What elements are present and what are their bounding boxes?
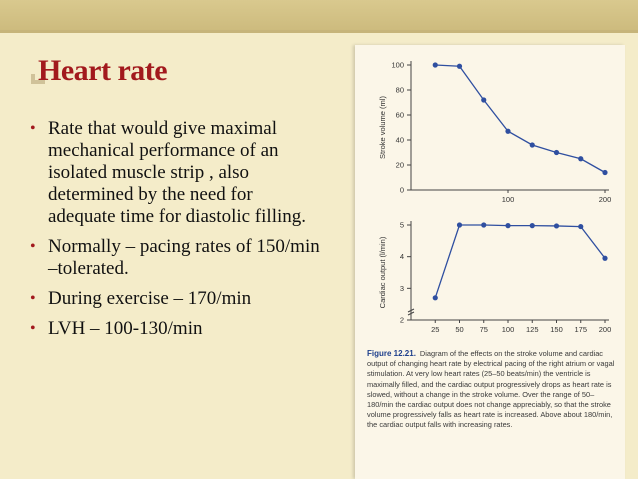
data-point [602,256,607,261]
bullet-item [30,118,360,228]
bullet-item [30,236,360,280]
y-tick-label: 5 [399,220,404,230]
bullet-text: During exercise – 170/min [48,288,252,309]
x-tick-label: 125 [525,325,539,334]
y-tick-label: 20 [395,160,404,170]
figure-caption-text: Diagram of the effects on the stroke volume and cardiac output of changing heart rate by electrical pacing of the right atrium or vagal stimulation. At very low heart rates (25–50 beats/min) the ventricle is maximally filled, and the cardiac output progressively drops as heart rate is slowed, without a change in the stroke volume. Over the range of 50–180/min the cardiac output does not change appreciably, so that the stroke volume progressively falls as heart rate is increased. Above about 180/min, the cardiac output falls with increasing rates. [367,349,615,430]
y-tick-label: 80 [395,85,404,95]
x-tick-label: 175 [574,325,588,334]
data-point [481,97,486,102]
y-tick-label: 3 [399,283,404,293]
y-tick-label: 40 [395,135,404,145]
y-tick-label: 2 [399,315,404,325]
x-tick-label: 25 [431,325,440,334]
header-divider [0,30,638,33]
y-tick-label: 100 [391,60,404,70]
x-tick-label: 100 [501,325,515,334]
bullet-icon: • [30,290,36,307]
data-point [433,295,438,300]
bullet-item [30,288,360,310]
x-tick-label: 100 [501,195,515,204]
figure-image [355,45,625,479]
y-axis-label: Cardiac output (l/min) [378,236,387,309]
figure-caption [367,349,619,431]
y-axis-label: Stroke volume (ml) [378,96,387,159]
x-tick-label: 50 [455,325,464,334]
data-point [530,223,535,228]
y-tick-label: 60 [395,110,404,120]
data-point [554,150,559,155]
data-point [578,156,583,161]
x-tick-label: 200 [598,325,612,334]
series-line [435,225,605,298]
figure-charts [355,45,625,345]
slide-title: Heart rate [38,54,168,87]
y-tick-label: 0 [399,185,404,195]
data-point [578,224,583,229]
bullet-text: LVH – 100-130/min [48,318,203,339]
figure-label: Figure 12.21. [367,349,416,358]
bullet-icon: • [30,238,36,255]
data-point [530,142,535,147]
data-point [433,62,438,67]
x-tick-label: 200 [598,195,612,204]
header-band [0,0,638,30]
x-tick-label: 75 [479,325,488,334]
data-point [554,223,559,228]
data-point [481,222,486,227]
y-tick-label: 4 [399,252,404,262]
x-tick-label: 150 [550,325,563,334]
data-point [505,129,510,134]
bullet-item [30,318,360,340]
data-point [505,223,510,228]
data-point [602,170,607,175]
bullet-list [30,118,360,348]
bullet-icon: • [30,320,36,337]
series-line [435,65,605,173]
data-point [457,64,462,69]
bullet-text: Rate that would give maximal mechanical performance of an isolated muscle strip , also determined by the need for adequate time for diastolic filling. [48,118,307,227]
bullet-text: Normally – pacing rates of 150/min –tolerated. [48,236,320,279]
data-point [457,222,462,227]
bullet-icon: • [30,120,36,137]
